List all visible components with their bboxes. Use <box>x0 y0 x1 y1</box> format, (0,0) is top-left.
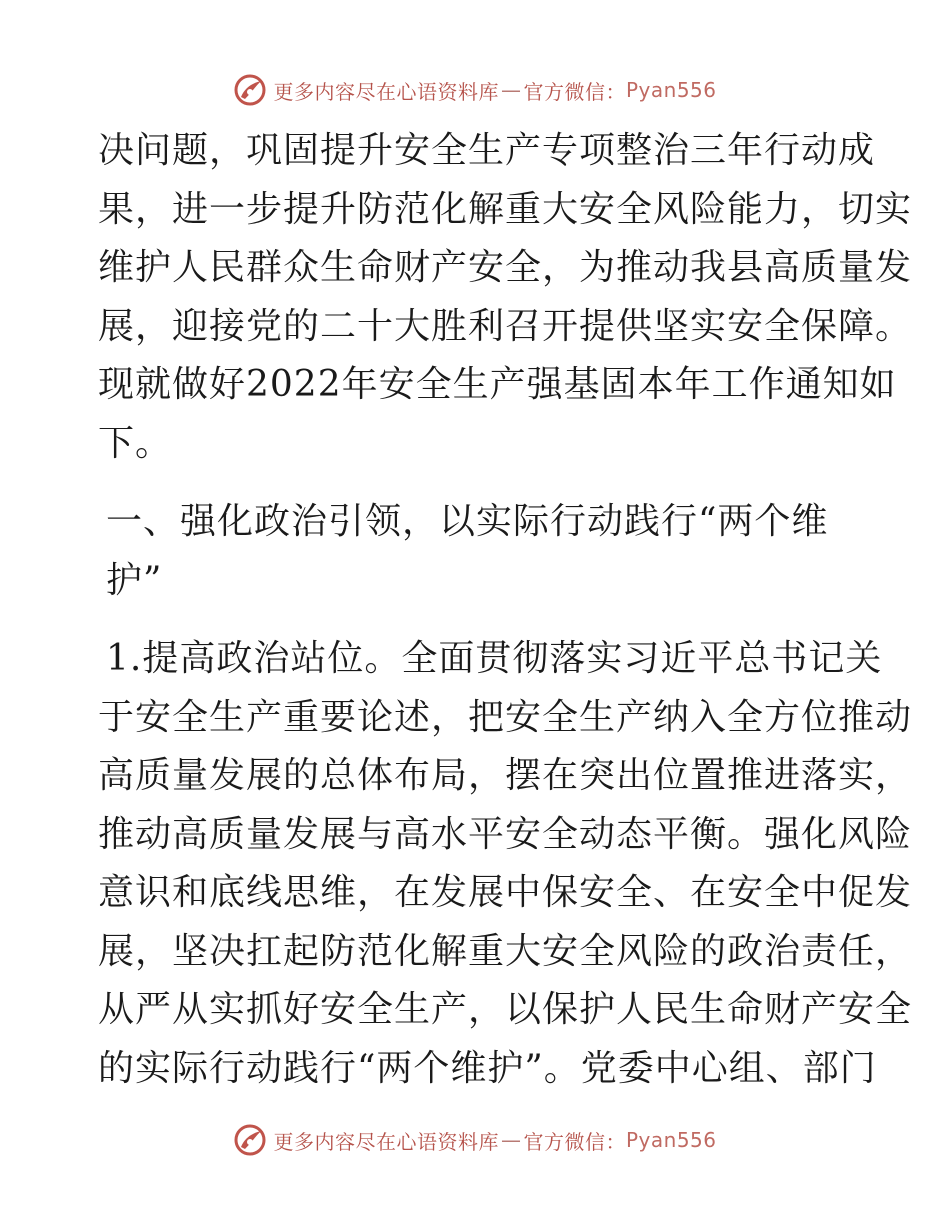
text-line: 于安全生产重要论述，把安全生产纳入全方位推动 <box>98 696 913 738</box>
text-line: 决问题，巩固提升安全生产专项整治三年行动成 <box>98 130 876 171</box>
footer-watermark <box>0 1120 950 1160</box>
heading-line: 护” <box>106 559 163 601</box>
paragraph-gap <box>98 473 858 493</box>
text-line: 意识和底线思维，在发展中保安全、在安全中促发 <box>98 872 913 913</box>
header-watermark <box>0 70 950 110</box>
document-body <box>98 122 913 1098</box>
text-line: 高质量发展的总体布局，摆在突出位置推进落实， <box>98 755 913 796</box>
watermark-separator: — <box>500 1128 522 1152</box>
text-line: 下。 <box>98 422 173 464</box>
heading-line: 一、强化政治引领，以实际行动践行“两个维 <box>106 501 829 542</box>
item-paragraph <box>98 630 913 1098</box>
text-line: 果，进一步提升防范化解重大安全风险能力，切实 <box>98 188 913 230</box>
logo-icon <box>233 73 267 107</box>
text-line: 的实际行动践行“两个维护”。党委中心组、部门 <box>98 1047 877 1089</box>
watermark-title: 更多内容尽在心语资料库 <box>273 79 499 104</box>
logo-icon <box>233 1123 267 1157</box>
section-heading <box>98 493 858 610</box>
text-line: 展，迎接党的二十大胜利召开提供坚实安全保障。 <box>98 305 913 347</box>
paragraph-gap <box>98 610 858 630</box>
watermark-account: Pyan556 <box>625 78 717 102</box>
text-line: 从严从实抓好安全生产，以保护人民生命财产安全 <box>98 989 913 1030</box>
watermark-account: Pyan556 <box>625 1128 717 1152</box>
text-line: 推动高质量发展与高水平安全动态平衡。强化风险 <box>98 813 913 855</box>
intro-paragraph <box>98 122 913 473</box>
text-line: 现就做好2022年安全生产强基固本年工作通知如 <box>98 364 897 405</box>
text-line: 1.提高政治站位。全面贯彻落实习近平总书记关 <box>106 638 883 679</box>
text-line: 展，坚决扛起防范化解重大安全风险的政治责任， <box>98 930 913 972</box>
text-line: 维护人民群众生命财产安全，为推动我县高质量发 <box>98 247 913 288</box>
watermark-title: 更多内容尽在心语资料库 <box>273 1129 499 1154</box>
watermark-label: 官方微信： <box>523 1129 626 1154</box>
watermark-label: 官方微信： <box>523 79 626 104</box>
watermark-separator: — <box>500 78 522 102</box>
